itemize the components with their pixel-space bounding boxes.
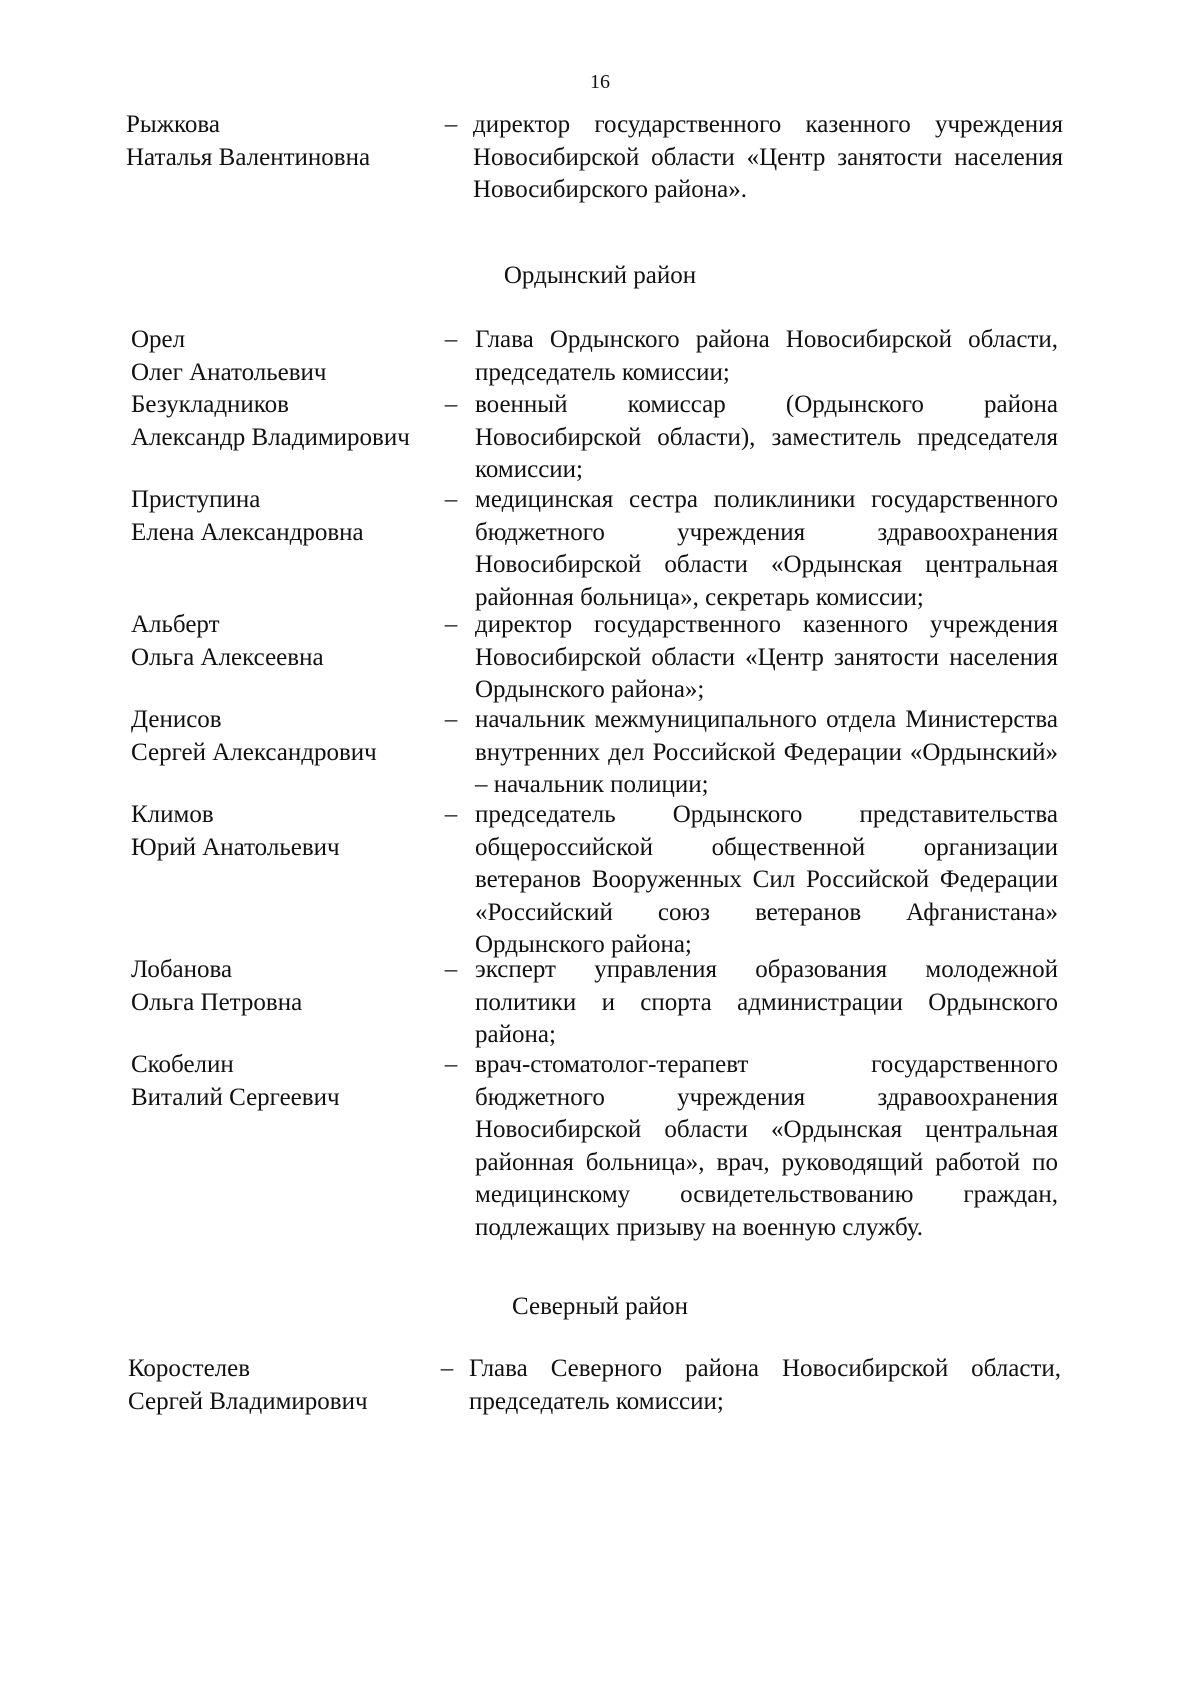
page-number: 16 [590, 71, 610, 93]
member-position: директор государственного казенного учреждения Новосибирской области «Центр занятости населения Новосибирского района». [473, 111, 1063, 203]
member-surname: Коростелев [128, 1355, 251, 1382]
member-given-names: Ольга Алексеевна [131, 643, 324, 671]
member-name [131, 799, 461, 864]
dash-separator: – [444, 706, 458, 733]
member-position: Глава Ордынского района Новосибирской области, председатель комиссии; [475, 326, 1058, 386]
member-position: директор государственного казенного учреждения Новосибирской области «Центр занятости населения Ордынского района»; [475, 611, 1058, 703]
member-position: врач-стоматолог-терапевт государственного бюджетного учреждения здравоохранения Новосибирской области «Ордынская центральная районная больница», врач, руководящий работой по медицинскому освидетельствованию граждан, подлежащих призыву на военную службу. [475, 1051, 1058, 1241]
member-name [131, 389, 461, 454]
section-heading: Северный район [512, 1293, 688, 1320]
member-name [131, 1049, 461, 1114]
member-surname: Орел [131, 326, 186, 353]
member-given-names: Елена Александровна [131, 518, 364, 546]
dash-separator: – [444, 956, 458, 983]
member-given-names: Наталья Валентиновна [126, 143, 371, 171]
member-surname: Рыжкова [126, 111, 220, 138]
dash-separator: – [444, 801, 458, 828]
member-name [131, 484, 461, 549]
member-name [131, 609, 461, 674]
dash-separator: – [444, 391, 458, 418]
dash-separator: – [444, 111, 458, 138]
section-heading: Ордынский район [503, 262, 697, 289]
member-surname: Безукладников [131, 391, 289, 418]
member-position: военный комиссар (Ордынского района Новосибирской области), заместитель председателя комиссии; [475, 391, 1058, 483]
member-name [126, 109, 456, 174]
member-given-names: Юрий Анатольевич [131, 833, 340, 861]
member-surname: Денисов [131, 706, 222, 733]
member-given-names: Олег Анатольевич [131, 358, 327, 386]
dash-separator: – [444, 1051, 458, 1078]
member-position: начальник межмуниципального отдела Министерства внутренних дел Российской Федерации «Ордынский» – начальник полиции; [475, 706, 1058, 798]
member-position: эксперт управления образования молодежной политики и спорта администрации Ордынского района; [475, 956, 1058, 1048]
member-name [128, 1353, 458, 1418]
member-given-names: Виталий Сергеевич [131, 1083, 340, 1111]
member-surname: Лобанова [131, 956, 233, 983]
member-given-names: Александр Владимирович [131, 423, 410, 451]
member-name [131, 324, 461, 389]
member-surname: Скобелин [131, 1051, 234, 1078]
member-surname: Климов [131, 801, 214, 828]
member-name [131, 954, 461, 1019]
member-position: медицинская сестра поликлиники государственного бюджетного учреждения здравоохранения Новосибирской области «Ордынская центральная районная больница», секретарь комиссии; [475, 486, 1058, 611]
member-given-names: Сергей Александрович [131, 738, 377, 766]
member-position: председатель Ордынского представительства общероссийской общественной организации ветеранов Вооруженных Сил Российской Федерации «Российский союз ветеранов Афганистана» Ордынского района; [475, 801, 1058, 958]
dash-separator: – [440, 1355, 454, 1382]
dash-separator: – [444, 611, 458, 638]
member-position: Глава Северного района Новосибирской области, председатель комиссии; [469, 1355, 1061, 1415]
member-name [131, 704, 461, 769]
dash-separator: – [444, 326, 458, 353]
member-surname: Приступина [131, 486, 261, 513]
member-given-names: Сергей Владимирович [128, 1387, 368, 1415]
member-surname: Альберт [131, 611, 220, 638]
dash-separator: – [444, 486, 458, 513]
member-given-names: Ольга Петровна [131, 988, 303, 1016]
